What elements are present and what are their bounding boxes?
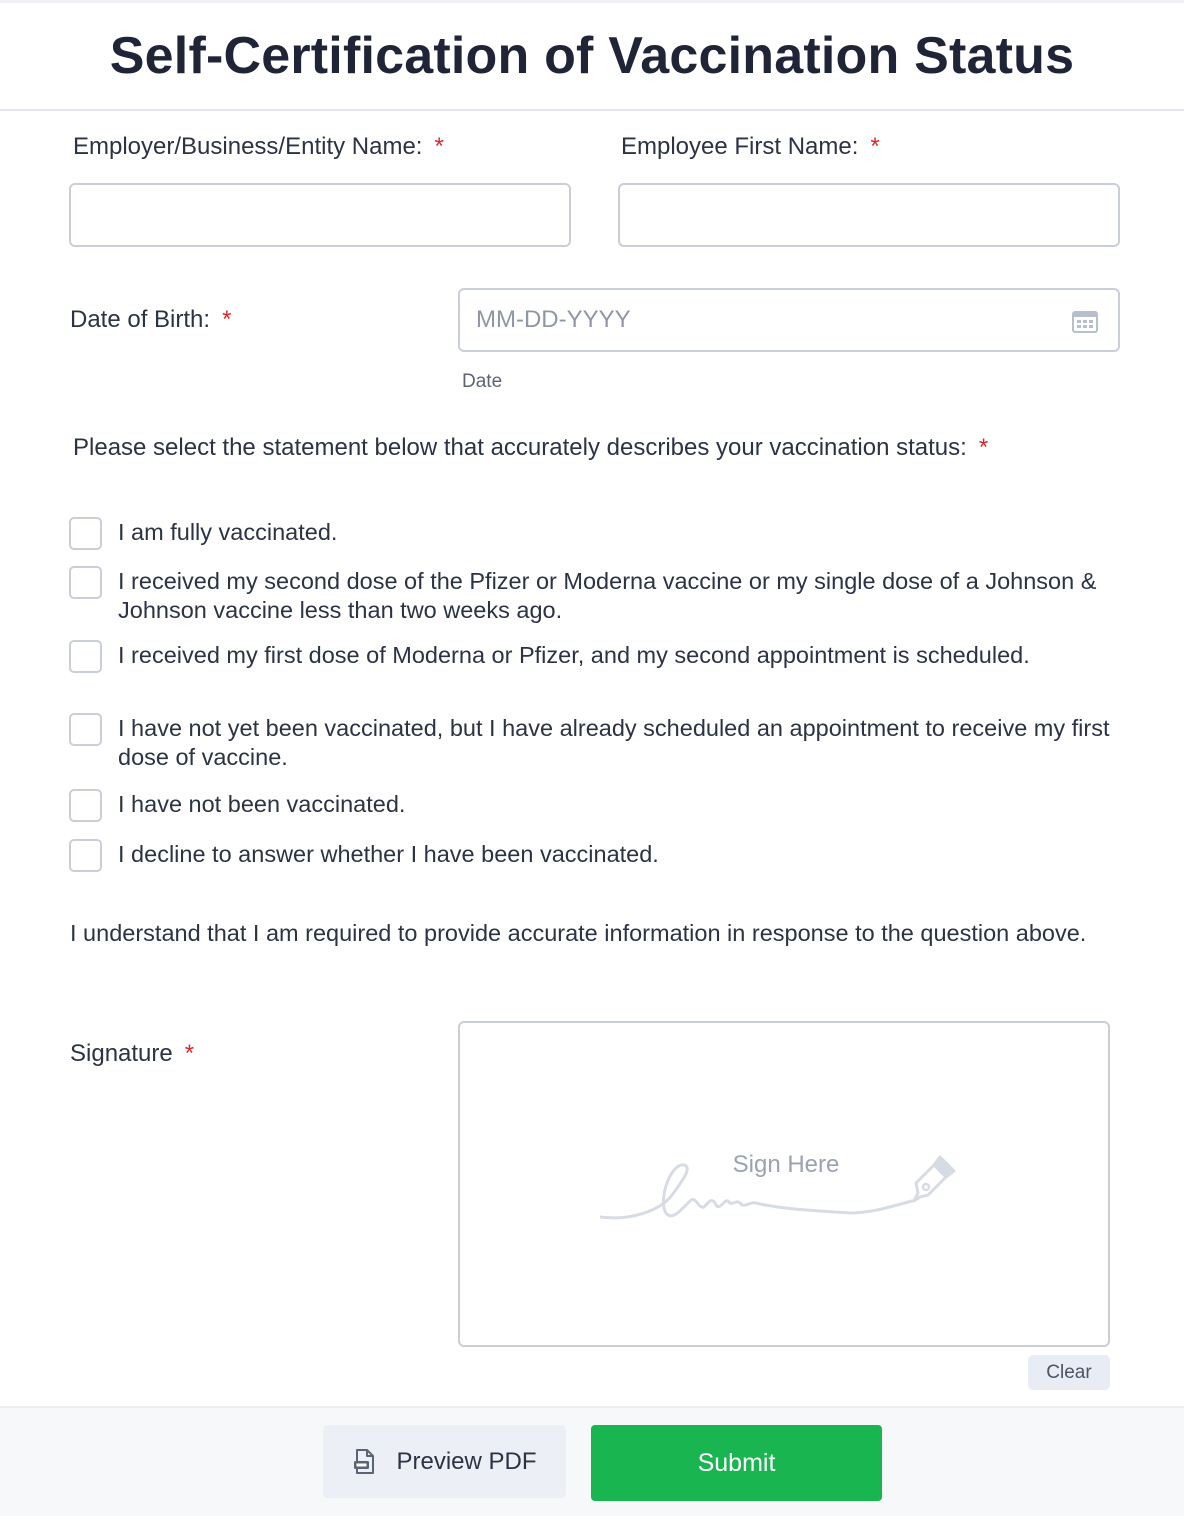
- clear-signature-button[interactable]: Clear: [1028, 1355, 1110, 1390]
- checkbox[interactable]: [69, 640, 102, 673]
- vaccination-question: [73, 432, 1093, 463]
- option-first-dose[interactable]: [69, 640, 1129, 673]
- form-header: [0, 3, 1184, 111]
- required-mark: *: [870, 133, 880, 160]
- submit-button[interactable]: Submit: [591, 1425, 882, 1501]
- option-decline[interactable]: [69, 839, 1129, 872]
- checkbox[interactable]: [69, 713, 102, 746]
- sign-here-placeholder: Sign Here: [732, 1151, 840, 1178]
- option-label: I decline to answer whether I have been vaccinated.: [118, 841, 659, 867]
- dob-label-row: [70, 306, 231, 334]
- preview-pdf-button[interactable]: [323, 1425, 566, 1498]
- signature-label-row: [70, 1040, 194, 1068]
- pdf-file-icon: [352, 1448, 378, 1476]
- calendar-icon[interactable]: [1072, 309, 1098, 333]
- checkbox[interactable]: [69, 517, 102, 550]
- option-not-vaccinated[interactable]: [69, 789, 1129, 822]
- option-label: I have not been vaccinated.: [118, 791, 406, 817]
- required-mark: *: [184, 1040, 195, 1067]
- option-fully-vaccinated[interactable]: [69, 517, 1129, 550]
- employer-label-row: [73, 133, 444, 161]
- option-label: I received my second dose of the Pfizer or Moderna vaccine or my single dose of a Johnson & Johnson vaccine less than two weeks ago.: [118, 568, 1097, 623]
- required-mark: *: [978, 434, 989, 461]
- first-name-label-row: [621, 133, 880, 161]
- first-name-input[interactable]: [618, 183, 1120, 247]
- checkbox[interactable]: [69, 566, 102, 599]
- acknowledgement-text: I understand that I am required to provide accurate information in response to the question above.: [70, 920, 1087, 946]
- dob-sublabel: Date: [462, 371, 503, 392]
- checkbox[interactable]: [69, 789, 102, 822]
- dob-input[interactable]: [458, 288, 1120, 352]
- dob-label: Date of Birth:: [70, 306, 211, 333]
- checkbox[interactable]: [69, 839, 102, 872]
- required-mark: *: [434, 133, 444, 160]
- signature-label: Signature: [70, 1040, 173, 1067]
- option-second-dose-recent[interactable]: [69, 566, 1129, 625]
- option-label: I have not yet been vaccinated, but I have already scheduled an appointment to receive my first dose of vaccine.: [118, 715, 1110, 770]
- question-text: Please select the statement below that accurately describes your vaccination status:: [73, 434, 967, 461]
- preview-pdf-label: Preview PDF: [396, 1447, 537, 1475]
- option-appointment-scheduled[interactable]: [69, 713, 1129, 772]
- required-mark: *: [222, 306, 232, 333]
- employer-label: Employer/Business/Entity Name:: [73, 133, 423, 160]
- signature-pad[interactable]: [458, 1021, 1110, 1347]
- dob-placeholder: MM-DD-YYYY: [476, 306, 631, 333]
- first-name-label: Employee First Name:: [621, 133, 859, 160]
- employer-name-input[interactable]: [69, 183, 571, 247]
- option-label: I received my first dose of Moderna or Pfizer, and my second appointment is scheduled.: [118, 642, 1030, 668]
- option-label: I am fully vaccinated.: [118, 519, 338, 545]
- page-title: Self-Certification of Vaccination Status: [109, 27, 1075, 85]
